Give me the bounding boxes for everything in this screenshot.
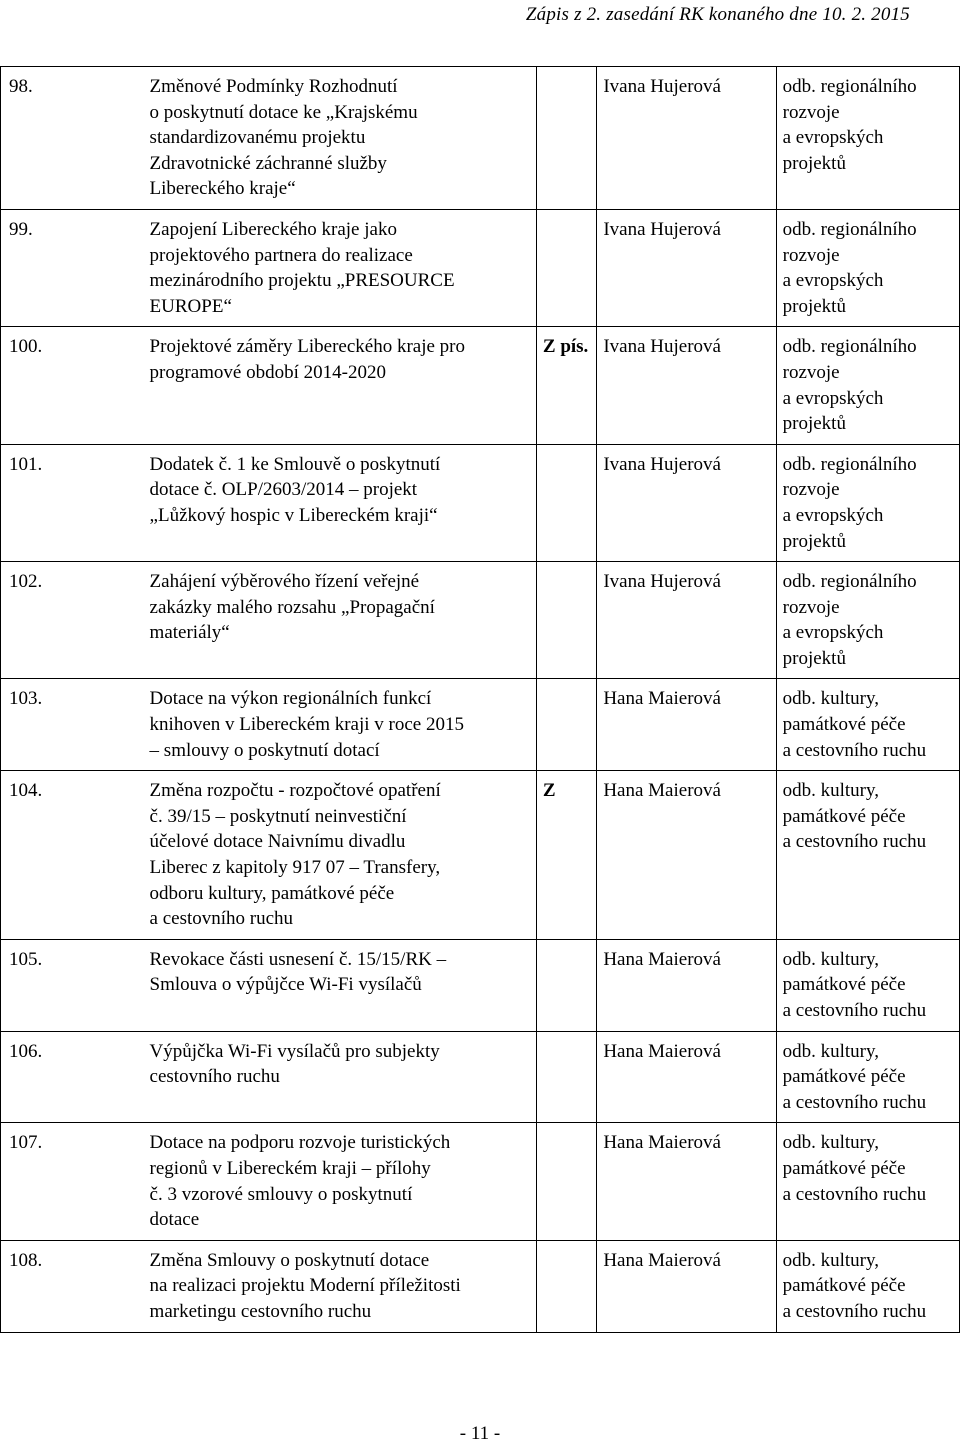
subject-line: „Lůžkový hospic v Libereckém kraji“ bbox=[149, 504, 438, 526]
subject-line: odboru kultury, památkové péče bbox=[149, 882, 395, 904]
department-line: odb. kultury, bbox=[782, 688, 880, 710]
department-line: projektů bbox=[782, 647, 846, 669]
item-number: 104. bbox=[1, 771, 146, 940]
department-line: a evropských bbox=[782, 387, 884, 409]
item-flag bbox=[536, 1123, 596, 1240]
department-line: odb. kultury, bbox=[782, 780, 880, 802]
department-line: projektů bbox=[782, 413, 846, 435]
subject-line: mezinárodního projektu „PRESOURCE bbox=[149, 270, 455, 292]
department-line: odb. regionálního bbox=[782, 76, 917, 97]
item-subject bbox=[146, 939, 537, 1031]
subject-line: Výpůjčka Wi-Fi vysílačů pro subjekty bbox=[149, 1040, 440, 1062]
subject-line: – smlouvy o poskytnutí dotací bbox=[149, 739, 380, 761]
item-presenter: Ivana Hujerová bbox=[597, 209, 776, 326]
table-row bbox=[1, 939, 960, 1031]
item-presenter: Ivana Hujerová bbox=[597, 327, 776, 444]
subject-line: účelové dotace Naivnímu divadlu bbox=[149, 831, 406, 853]
item-department bbox=[776, 327, 959, 444]
item-department bbox=[776, 679, 959, 771]
department-line: odb. regionálního bbox=[782, 336, 917, 358]
table-row bbox=[1, 209, 960, 326]
item-flag: Z bbox=[536, 771, 596, 940]
item-number: 103. bbox=[1, 679, 146, 771]
subject-line: dotace bbox=[149, 1209, 200, 1231]
subject-line: zakázky malého rozsahu „Propagační bbox=[149, 596, 435, 618]
department-line: projektů bbox=[782, 295, 846, 317]
item-presenter: Ivana Hujerová bbox=[597, 562, 776, 679]
subject-line: na realizaci projektu Moderní příležitosti bbox=[149, 1275, 461, 1297]
item-number: 106. bbox=[1, 1031, 146, 1123]
department-line: rozvoje bbox=[782, 101, 840, 123]
item-number: 101. bbox=[1, 444, 146, 561]
department-line: projektů bbox=[782, 530, 846, 552]
item-department bbox=[776, 1031, 959, 1123]
department-line: památkové péče bbox=[782, 805, 906, 827]
subject-line: materiály“ bbox=[149, 622, 230, 644]
subject-line: Zdravotnické záchranné služby bbox=[149, 152, 387, 174]
page-header: Zápis z 2. zasedání RK konaného dne 10. 2. 2015 bbox=[525, 4, 910, 25]
department-line: odb. regionálního bbox=[782, 218, 917, 240]
agenda-table-body bbox=[1, 67, 960, 1333]
department-line: rozvoje bbox=[782, 361, 840, 383]
department-line: památkové péče bbox=[782, 974, 906, 996]
item-presenter: Ivana Hujerová bbox=[597, 67, 776, 210]
item-subject bbox=[146, 327, 537, 444]
item-flag bbox=[536, 67, 596, 210]
department-line: odb. kultury, bbox=[782, 1132, 880, 1154]
subject-line: o poskytnutí dotace ke „Krajskému bbox=[149, 101, 418, 123]
subject-line: knihoven v Libereckém kraji v roce 2015 bbox=[149, 714, 464, 736]
item-subject bbox=[146, 67, 537, 210]
item-subject bbox=[146, 679, 537, 771]
item-department bbox=[776, 1123, 959, 1240]
department-line: odb. regionálního bbox=[782, 571, 917, 593]
department-line: a cestovního ruchu bbox=[782, 1300, 927, 1322]
item-presenter: Hana Maierová bbox=[597, 679, 776, 771]
department-line: památkové péče bbox=[782, 1157, 906, 1179]
item-flag bbox=[536, 209, 596, 326]
item-subject bbox=[146, 1031, 537, 1123]
item-presenter: Ivana Hujerová bbox=[597, 444, 776, 561]
item-flag bbox=[536, 1240, 596, 1332]
item-number: 102. bbox=[1, 562, 146, 679]
agenda-table bbox=[0, 66, 960, 1333]
subject-line: Změna rozpočtu - rozpočtové opatření bbox=[149, 780, 441, 802]
subject-line: cestovního ruchu bbox=[149, 1066, 280, 1088]
department-line: a cestovního ruchu bbox=[782, 739, 927, 761]
item-subject bbox=[146, 444, 537, 561]
item-flag bbox=[536, 679, 596, 771]
table-row bbox=[1, 679, 960, 771]
subject-line: standardizovanému projektu bbox=[149, 127, 366, 149]
subject-line: Smlouva o výpůjčce Wi-Fi vysílačů bbox=[149, 974, 422, 996]
department-line: a cestovního ruchu bbox=[782, 1183, 927, 1205]
item-department bbox=[776, 1240, 959, 1332]
table-row bbox=[1, 444, 960, 561]
subject-line: Dotace na výkon regionálních funkcí bbox=[149, 688, 432, 710]
table-row bbox=[1, 1240, 960, 1332]
department-line: projektů bbox=[782, 152, 846, 174]
item-flag: Z pís. bbox=[536, 327, 596, 444]
table-row bbox=[1, 67, 960, 210]
item-subject bbox=[146, 771, 537, 940]
item-number: 99. bbox=[1, 209, 146, 326]
item-number: 100. bbox=[1, 327, 146, 444]
subject-line: marketingu cestovního ruchu bbox=[149, 1300, 372, 1322]
item-presenter: Hana Maierová bbox=[597, 1123, 776, 1240]
department-line: a evropských bbox=[782, 622, 884, 644]
item-flag bbox=[536, 562, 596, 679]
department-line: odb. regionálního bbox=[782, 453, 917, 475]
subject-line: Revokace části usnesení č. 15/15/RK – bbox=[149, 948, 447, 970]
subject-line: regionů v Libereckém kraji – přílohy bbox=[149, 1157, 431, 1179]
table-row bbox=[1, 327, 960, 444]
subject-line: a cestovního ruchu bbox=[149, 908, 294, 930]
item-subject bbox=[146, 1240, 537, 1332]
item-subject bbox=[146, 1123, 537, 1240]
item-number: 108. bbox=[1, 1240, 146, 1332]
item-presenter: Hana Maierová bbox=[597, 1031, 776, 1123]
department-line: památkové péče bbox=[782, 1066, 906, 1088]
table-row bbox=[1, 1031, 960, 1123]
item-subject bbox=[146, 562, 537, 679]
item-number: 105. bbox=[1, 939, 146, 1031]
subject-line: Změna Smlouvy o poskytnutí dotace bbox=[149, 1249, 430, 1271]
department-line: památkové péče bbox=[782, 1275, 906, 1297]
subject-line: Zahájení výběrového řízení veřejné bbox=[149, 571, 420, 593]
item-number: 107. bbox=[1, 1123, 146, 1240]
department-line: rozvoje bbox=[782, 479, 840, 501]
department-line: odb. kultury, bbox=[782, 948, 880, 970]
item-presenter: Hana Maierová bbox=[597, 771, 776, 940]
item-presenter: Hana Maierová bbox=[597, 1240, 776, 1332]
subject-line: EUROPE“ bbox=[149, 295, 232, 317]
item-department bbox=[776, 209, 959, 326]
department-line: a evropských bbox=[782, 504, 884, 526]
subject-line: Změnové Podmínky Rozhodnutí bbox=[149, 76, 398, 97]
subject-line: Zapojení Libereckého kraje jako bbox=[149, 218, 397, 240]
item-flag bbox=[536, 1031, 596, 1123]
subject-line: dotace č. OLP/2603/2014 – projekt bbox=[149, 479, 418, 501]
subject-line: Dodatek č. 1 ke Smlouvě o poskytnutí bbox=[149, 453, 441, 475]
subject-line: Libereckého kraje“ bbox=[149, 178, 296, 200]
item-number: 98. bbox=[1, 67, 146, 210]
table-row bbox=[1, 562, 960, 679]
table-row bbox=[1, 771, 960, 940]
subject-line: č. 3 vzorové smlouvy o poskytnutí bbox=[149, 1183, 413, 1205]
subject-line: Dotace na podporu rozvoje turistických bbox=[149, 1132, 451, 1154]
subject-line: č. 39/15 – poskytnutí neinvestiční bbox=[149, 805, 407, 827]
subject-line: programové období 2014-2020 bbox=[149, 361, 386, 383]
item-department bbox=[776, 67, 959, 210]
item-department bbox=[776, 939, 959, 1031]
department-line: rozvoje bbox=[782, 596, 840, 618]
department-line: a evropských bbox=[782, 127, 884, 149]
department-line: odb. kultury, bbox=[782, 1040, 880, 1062]
department-line: památkové péče bbox=[782, 714, 906, 736]
item-presenter: Hana Maierová bbox=[597, 939, 776, 1031]
subject-line: Projektové záměry Libereckého kraje pro bbox=[149, 336, 466, 358]
item-department bbox=[776, 771, 959, 940]
item-subject bbox=[146, 209, 537, 326]
item-department bbox=[776, 444, 959, 561]
department-line: a evropských bbox=[782, 270, 884, 292]
department-line: a cestovního ruchu bbox=[782, 1000, 927, 1021]
item-flag bbox=[536, 444, 596, 561]
subject-line: projektového partnera do realizace bbox=[149, 244, 413, 266]
department-line: a cestovního ruchu bbox=[782, 831, 927, 853]
department-line: a cestovního ruchu bbox=[782, 1091, 927, 1113]
subject-line: Liberec z kapitoly 917 07 – Transfery, bbox=[149, 857, 441, 879]
item-flag bbox=[536, 939, 596, 1031]
page-number: - 11 - bbox=[459, 1423, 501, 1444]
item-department bbox=[776, 562, 959, 679]
table-row bbox=[1, 1123, 960, 1240]
department-line: odb. kultury, bbox=[782, 1249, 880, 1271]
department-line: rozvoje bbox=[782, 244, 840, 266]
